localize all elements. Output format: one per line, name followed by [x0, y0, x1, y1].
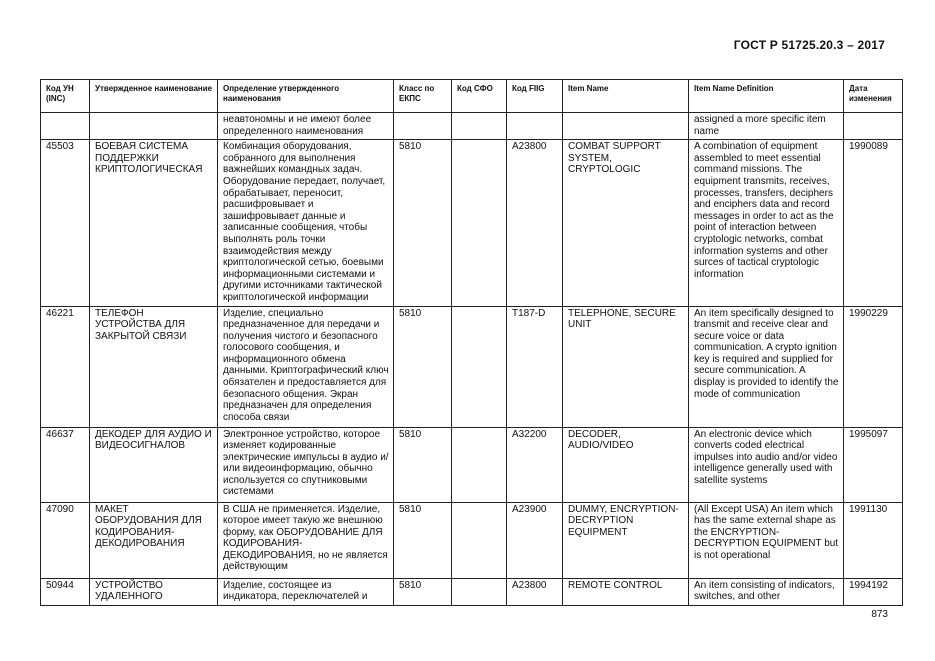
cell-date: 1990229 — [844, 306, 903, 427]
table-row — [41, 502, 903, 578]
cell-ekps: 5810 — [394, 140, 452, 306]
cell-item-name: DECODER, AUDIO/VIDEO — [563, 427, 689, 502]
cell-ekps: 5810 — [394, 578, 452, 605]
cell-ekps: 5810 — [394, 502, 452, 578]
cell-sfo — [452, 427, 507, 502]
cell-inc: 50944 — [41, 578, 90, 605]
classification-table — [40, 79, 903, 606]
cell-name: МАКЕТ ОБОРУДОВАНИЯ ДЛЯ КОДИРОВАНИЯ-ДЕКОДИРОВАНИЯ — [90, 502, 218, 578]
cell-sfo — [452, 502, 507, 578]
cell-name — [90, 113, 218, 140]
cell-name: УСТРОЙСТВО УДАЛЕННОГО — [90, 578, 218, 605]
cell-date: 1994192 — [844, 578, 903, 605]
col-inc: Код УН (INC) — [41, 80, 90, 113]
table-row — [41, 140, 903, 306]
col-sfo-code: Код СФО — [452, 80, 507, 113]
cell-inc — [41, 113, 90, 140]
cell-item-name: COMBAT SUPPORT SYSTEM, CRYPTOLOGIC — [563, 140, 689, 306]
cell-definition: Изделие, состоящее из индикатора, переключателей и — [218, 578, 394, 605]
cell-definition: Электронное устройство, которое изменяет кодированные электрические импульсы в аудио и/или видеоинформацию, обычно используется со спутниковыми системами — [218, 427, 394, 502]
col-approved-name: Утвержденное наименование — [90, 80, 218, 113]
cell-item-definition: An item specifically designed to transmit and receive clear and secure voice or data communication. A crypto ignition key is required and supplied for secure communication. A display is provided to identify the mode of communication — [689, 306, 844, 427]
cell-fiig: A32200 — [507, 427, 563, 502]
table-row — [41, 427, 903, 502]
cell-date: 1995097 — [844, 427, 903, 502]
col-definition: Определение утвержденного наименования — [218, 80, 394, 113]
cell-name: ДЕКОДЕР ДЛЯ АУДИО И ВИДЕОСИГНАЛОВ — [90, 427, 218, 502]
table-row — [41, 306, 903, 427]
cell-sfo — [452, 306, 507, 427]
cell-fiig: A23900 — [507, 502, 563, 578]
cell-fiig: A23800 — [507, 578, 563, 605]
cell-definition: В США не применяется. Изделие, которое имеет такую же внешнюю форму, как ОБОРУДОВАНИЕ ДЛЯ КОДИРОВАНИЯ-ДЕКОДИРОВАНИЯ, но не является действующим — [218, 502, 394, 578]
table-row — [41, 578, 903, 605]
cell-item-name: REMOTE CONTROL — [563, 578, 689, 605]
cell-definition: Комбинация оборудования, собранного для выполнения важнейших командных задач. Оборудование передает, получает, обрабатывает, переносит, расшифровывает и зашифровывает данные и записанные сообщения, чтобы выполнять роль точки взаимодействия между криптологической сетью, боевыми информационными системами и другими источниками тактической криптологической информации — [218, 140, 394, 306]
cell-ekps: 5810 — [394, 427, 452, 502]
col-fiig-code: Код FIIG — [507, 80, 563, 113]
col-item-name-definition: Item Name Definition — [689, 80, 844, 113]
cell-date — [844, 113, 903, 140]
cell-fiig: T187-D — [507, 306, 563, 427]
col-item-name: Item Name — [563, 80, 689, 113]
cell-name: БОЕВАЯ СИСТЕМА ПОДДЕРЖКИ КРИПТОЛОГИЧЕСКАЯ — [90, 140, 218, 306]
cell-inc: 45503 — [41, 140, 90, 306]
cell-definition: Изделие, специально предназначенное для передачи и получения чистого и безопасного голосового сообщения, и информационного обмена данными. Криптографический ключ обязателен и предоставляется для безопасного общения. Экран предназначен для определения способа связи — [218, 306, 394, 427]
cell-fiig — [507, 113, 563, 140]
cell-ekps: 5810 — [394, 306, 452, 427]
cell-name: ТЕЛЕФОН УСТРОЙСТВА ДЛЯ ЗАКРЫТОЙ СВЯЗИ — [90, 306, 218, 427]
cell-inc: 46221 — [41, 306, 90, 427]
col-ekps-class: Класс по ЕКПС — [394, 80, 452, 113]
cell-sfo — [452, 140, 507, 306]
cell-date: 1991130 — [844, 502, 903, 578]
cell-item-name — [563, 113, 689, 140]
cell-sfo — [452, 578, 507, 605]
cell-date: 1990089 — [844, 140, 903, 306]
cell-item-definition: An item consisting of indicators, switches, and other — [689, 578, 844, 605]
cell-definition: неавтономны и не имеют более определенного наименования — [218, 113, 394, 140]
page-number: 873 — [871, 609, 888, 620]
cell-inc: 47090 — [41, 502, 90, 578]
cell-fiig: A23800 — [507, 140, 563, 306]
table-header-row — [41, 80, 903, 113]
cell-item-definition: A combination of equipment assembled to meet essential command missions. The equipment transmits, receives, processes, transfers, deciphers and enciphers data and record messages in order to act as the point of interaction between cryptologic networks, combat information systems and other surces of tactical cryptologic information — [689, 140, 844, 306]
cell-item-definition: An electronic device which converts coded electrical impulses into audio and/or video intelligence generally used with satellite systems — [689, 427, 844, 502]
cell-item-definition: assigned a more specific item name — [689, 113, 844, 140]
cell-ekps — [394, 113, 452, 140]
cell-item-definition: (All Except USA) An item which has the same external shape as the ENCRYPTION-DECRYPTION EQUIPMENT but is not operational — [689, 502, 844, 578]
col-change-date: Дата изменения — [844, 80, 903, 113]
cell-item-name: TELEPHONE, SECURE UNIT — [563, 306, 689, 427]
document-code: ГОСТ Р 51725.20.3 – 2017 — [733, 38, 885, 52]
table-row-continuation — [41, 113, 903, 140]
cell-inc: 46637 — [41, 427, 90, 502]
cell-sfo — [452, 113, 507, 140]
cell-item-name: DUMMY, ENCRYPTION-DECRYPTION EQUIPMENT — [563, 502, 689, 578]
